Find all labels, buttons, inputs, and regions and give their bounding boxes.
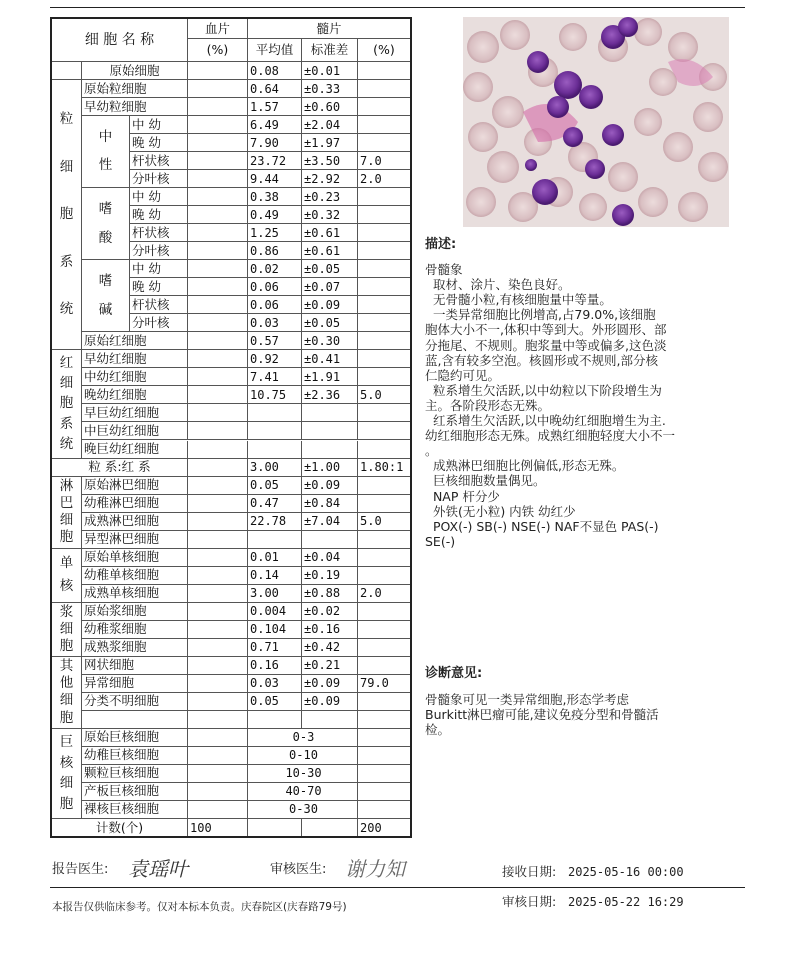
cell-name: 幼稚浆细胞: [82, 621, 188, 639]
mean-value: 0.14: [248, 567, 302, 585]
sd-value: ±0.21: [302, 657, 358, 675]
sd-value: ±1.91: [302, 368, 358, 386]
group-label: 单 核: [52, 549, 82, 603]
group-label: 浆 细 胞: [52, 603, 82, 657]
mean-value: 0.06: [248, 278, 302, 296]
marrow-percent: [358, 404, 410, 422]
cell-name: 原始粒细胞: [82, 80, 188, 98]
sd-value: [302, 441, 358, 459]
header-mean: 平均值: [248, 39, 302, 62]
sd-value: ±1.00: [302, 459, 358, 477]
marrow-percent: [358, 260, 410, 278]
blood-value: [188, 206, 248, 224]
blood-value: [188, 152, 248, 170]
marrow-percent: [358, 62, 410, 80]
cell-name: 成熟淋巴细胞: [82, 513, 188, 531]
mean-value: 23.72: [248, 152, 302, 170]
subgroup-label: 嗜 酸: [82, 188, 130, 260]
mean-value: 0.02: [248, 260, 302, 278]
sd-value: [302, 711, 358, 729]
mean-value: [248, 441, 302, 459]
sd-value: ±0.09: [302, 296, 358, 314]
diagnosis-line: 检。: [425, 722, 451, 738]
marrow-percent: [358, 422, 410, 440]
sd-value: ±2.36: [302, 386, 358, 404]
marrow-percent: [358, 134, 410, 152]
description-line: SE(-): [425, 533, 456, 549]
mean-value: 0.38: [248, 188, 302, 206]
sd-value: ±3.50: [302, 152, 358, 170]
description-line: 无骨髓小粒,有核细胞量中等量。: [425, 292, 612, 308]
reference-range: 10-30: [248, 765, 358, 783]
cell-name: 成熟单核细胞: [82, 585, 188, 603]
mean-value: 0.104: [248, 621, 302, 639]
cell-name: 原始细胞: [82, 62, 188, 80]
sd-value: [302, 404, 358, 422]
mean-value: 0.47: [248, 495, 302, 513]
reviewer-signature: 谢力知: [345, 857, 405, 881]
sd-value: ±0.05: [302, 314, 358, 332]
mean-value: 7.41: [248, 368, 302, 386]
sd-value: ±0.33: [302, 80, 358, 98]
mean-value: 0.64: [248, 80, 302, 98]
sd-value: ±0.02: [302, 603, 358, 621]
blood-value: [188, 296, 248, 314]
blood-value: [188, 80, 248, 98]
blood-value: [188, 495, 248, 513]
diagnosis-line: Burkitt淋巴瘤可能,建议免疫分型和骨髓活: [425, 707, 659, 723]
group-label: [52, 62, 82, 80]
marrow-percent: [358, 296, 410, 314]
marrow-smear-photo: [463, 17, 729, 227]
reviewed-date: 2025-05-22 16:29: [568, 895, 684, 909]
description-line: 胞体大小不一,体积中等到大。外形圆形、部: [425, 322, 667, 338]
cell-name: 晚 幼: [130, 278, 188, 296]
cell-name: 原始巨核细胞: [82, 729, 188, 747]
sd-value: [302, 531, 358, 549]
sd-value: ±2.92: [302, 170, 358, 188]
mean-value: 0.16: [248, 657, 302, 675]
sd-value: ±0.04: [302, 549, 358, 567]
blood-value: [188, 639, 248, 657]
cell-name: 中 幼: [130, 188, 188, 206]
description-line: 巨核细胞数量偶见。: [425, 473, 546, 489]
header-blood-unit: (%): [188, 39, 248, 62]
mean-value: 7.90: [248, 134, 302, 152]
blood-value: [188, 783, 248, 801]
cell-name: 幼稚巨核细胞: [82, 747, 188, 765]
cell-name: 杆状核: [130, 224, 188, 242]
mean-value: 9.44: [248, 170, 302, 188]
marrow-percent: [358, 657, 410, 675]
group-label: 淋 巴 细 胞: [52, 477, 82, 549]
description-line: 粒系增生欠活跃,以中幼粒以下阶段增生为: [425, 382, 662, 398]
mean-value: 0.71: [248, 639, 302, 657]
marrow-percent: [358, 549, 410, 567]
sd-value: ±0.61: [302, 242, 358, 260]
marrow-percent: 2.0: [358, 585, 410, 603]
blood-value: [188, 567, 248, 585]
group-label: 红 细 胞 系 统: [52, 350, 82, 458]
mean-value: 0.86: [248, 242, 302, 260]
sd-value: ±0.09: [302, 477, 358, 495]
marrow-percent: [358, 567, 410, 585]
cell-name: 晚幼红细胞: [82, 386, 188, 404]
blood-value: [188, 693, 248, 711]
blood-value: [188, 350, 248, 368]
description-line: 骨髓象: [425, 262, 463, 277]
cell-name: 中巨幼红细胞: [82, 422, 188, 440]
sd-value: ±1.97: [302, 134, 358, 152]
cell-name: 分叶核: [130, 314, 188, 332]
marrow-percent: [358, 116, 410, 134]
blood-value: [188, 441, 248, 459]
description-line: 分拖尾、不规则。胞浆量中等或偏多,这色淡: [425, 337, 667, 353]
disclaimer: 本报告仅供临床参考。仅对本标本负责。庆春院区(庆春路79号): [52, 901, 347, 913]
marrow-percent: [358, 747, 410, 765]
marrow-percent: [358, 368, 410, 386]
mean-value: [248, 404, 302, 422]
blood-value: [188, 404, 248, 422]
cell-name: 幼稚单核细胞: [82, 567, 188, 585]
mean-value: [248, 711, 302, 729]
cell-name: 成熟浆细胞: [82, 639, 188, 657]
reporter-label: 报告医生:: [52, 862, 109, 877]
description-title: 描述:: [425, 237, 457, 252]
cell-name: 早幼红细胞: [82, 350, 188, 368]
sd-value: ±0.32: [302, 206, 358, 224]
description-line: 蓝,含有较多空泡。核圆形或不规则,部分核: [425, 352, 658, 368]
header-marrow-unit: (%): [358, 39, 410, 62]
mean-value: 1.57: [248, 98, 302, 116]
cell-name: 中 幼: [130, 260, 188, 278]
mean-value: [248, 531, 302, 549]
blood-value: [188, 477, 248, 495]
mean-value: 0.92: [248, 350, 302, 368]
cell-name: 产板巨核细胞: [82, 783, 188, 801]
blood-value: [188, 422, 248, 440]
marrow-percent: [358, 711, 410, 729]
cell-name: 异常细胞: [82, 675, 188, 693]
blood-value: [188, 332, 248, 350]
mean-value: 0.03: [248, 675, 302, 693]
reference-range: 0-30: [248, 801, 358, 819]
marrow-percent: [358, 441, 410, 459]
sd-value: [302, 422, 358, 440]
mean-value: 3.00: [248, 459, 302, 477]
sd-value: ±0.19: [302, 567, 358, 585]
marrow-percent: [358, 332, 410, 350]
sd-value: ±0.23: [302, 188, 358, 206]
blood-value: [188, 386, 248, 404]
marrow-percent: 5.0: [358, 386, 410, 404]
cell-count-table: [50, 17, 412, 838]
cell-name: 早巨幼红细胞: [82, 404, 188, 422]
reviewer-label: 审核医生:: [270, 862, 327, 877]
marrow-percent: 79.0: [358, 675, 410, 693]
subgroup-label: 嗜 碱: [82, 260, 130, 332]
cell-name: 原始红细胞: [82, 332, 188, 350]
description-line: 一类异常细胞比例增高,占79.0%,该细胞: [425, 307, 656, 323]
received-label: 接收日期:: [502, 864, 557, 879]
blood-value: [188, 621, 248, 639]
description-line: 外铁(无小粒) 内铁 幼红少: [425, 503, 576, 519]
header-sd: 标准差: [302, 39, 358, 62]
cell-name: 原始浆细胞: [82, 603, 188, 621]
marrow-percent: [358, 350, 410, 368]
marrow-percent: [358, 314, 410, 332]
marrow-percent: [358, 224, 410, 242]
reporter-signature: 袁瑶叶: [128, 857, 188, 881]
marrow-percent: [358, 729, 410, 747]
blood-value: [188, 459, 248, 477]
group-label: 巨 核 细 胞: [52, 729, 82, 819]
received-date: 2025-05-16 00:00: [568, 865, 684, 879]
marrow-percent: [358, 98, 410, 116]
description-line: 红系增生欠活跃,以中晚幼红细胞增生为主.: [425, 413, 666, 428]
mean-value: 0.06: [248, 296, 302, 314]
cell-name: 晚 幼: [130, 134, 188, 152]
blood-value: [188, 314, 248, 332]
cell-name: 粒 系:红 系: [52, 459, 188, 477]
header-cell-name: 细 胞 名 称: [52, 19, 188, 62]
marrow-percent: [358, 531, 410, 549]
sd-value: ±0.88: [302, 585, 358, 603]
reference-range: 40-70: [248, 783, 358, 801]
reviewed-label: 审核日期:: [502, 894, 557, 909]
sd-value: ±0.07: [302, 278, 358, 296]
marrow-percent: [358, 477, 410, 495]
marrow-percent: [358, 621, 410, 639]
mean-value: 0.08: [248, 62, 302, 80]
cell-name: 网状细胞: [82, 657, 188, 675]
blood-value: [188, 801, 248, 819]
top-rule: [50, 7, 745, 8]
blood-value: [188, 531, 248, 549]
sd-value: ±0.42: [302, 639, 358, 657]
sd-value: ±0.01: [302, 62, 358, 80]
description-line: 仁隐约可见。: [425, 367, 501, 383]
group-label: 粒 细 胞 系 统: [52, 80, 82, 350]
sd-value: ±0.30: [302, 332, 358, 350]
cell-name: 分类不明细胞: [82, 693, 188, 711]
description-line: 取材、涂片、染色良好。: [425, 277, 571, 293]
sd-value: ±0.09: [302, 693, 358, 711]
mean-value: 0.49: [248, 206, 302, 224]
mean-value: 22.78: [248, 513, 302, 531]
count-empty: [248, 819, 302, 836]
description-line: 成熟淋巴细胞比例偏低,形态无殊。: [425, 458, 625, 474]
blood-value: [188, 657, 248, 675]
diagnosis-title: 诊断意见:: [425, 666, 483, 681]
mean-value: 0.03: [248, 314, 302, 332]
cell-name: 颗粒巨核细胞: [82, 765, 188, 783]
sd-value: ±0.41: [302, 350, 358, 368]
blood-value: [188, 747, 248, 765]
count-label: 计数(个): [52, 819, 188, 836]
description-line: 主。各阶段形态无殊。: [425, 397, 551, 413]
blood-value: [188, 585, 248, 603]
marrow-percent: [358, 206, 410, 224]
cell-name: 异型淋巴细胞: [82, 531, 188, 549]
cell-name: 原始淋巴细胞: [82, 477, 188, 495]
blood-value: [188, 224, 248, 242]
marrow-percent: [358, 765, 410, 783]
mean-value: 0.004: [248, 603, 302, 621]
marrow-percent: [358, 242, 410, 260]
blood-value: [188, 729, 248, 747]
sd-value: ±0.09: [302, 675, 358, 693]
marrow-percent: 7.0: [358, 152, 410, 170]
marrow-percent: [358, 80, 410, 98]
cell-name: 中 幼: [130, 116, 188, 134]
description-line: 幼红细胞形态无殊。成熟红细胞轻度大小不一: [425, 428, 676, 444]
blood-value: [188, 98, 248, 116]
description-line: 。: [425, 443, 438, 459]
marrow-percent: 5.0: [358, 513, 410, 531]
marrow-percent: [358, 639, 410, 657]
marrow-percent: [358, 603, 410, 621]
cell-name: 杆状核: [130, 296, 188, 314]
cell-name: 中幼红细胞: [82, 368, 188, 386]
count-marrow: 200: [360, 820, 382, 835]
cell-name: [82, 711, 188, 729]
cell-name: 分叶核: [130, 242, 188, 260]
blood-value: [188, 513, 248, 531]
marrow-percent: [358, 801, 410, 819]
mean-value: 1.25: [248, 224, 302, 242]
diagnosis-line: 骨髓象可见一类异常细胞,形态学考虑: [425, 692, 629, 707]
marrow-percent: [358, 278, 410, 296]
cell-name: 幼稚淋巴细胞: [82, 495, 188, 513]
mean-value: [248, 422, 302, 440]
footer-rule: [50, 887, 745, 888]
description-line: POX(-) SB(-) NSE(-) NAF不显色 PAS(-): [425, 518, 659, 534]
marrow-percent: 2.0: [358, 170, 410, 188]
marrow-percent: [358, 495, 410, 513]
blood-value: [188, 188, 248, 206]
marrow-smear-image: [463, 17, 729, 227]
description-line: NAP 杆分少: [425, 488, 500, 504]
mean-value: 6.49: [248, 116, 302, 134]
mean-value: 0.01: [248, 549, 302, 567]
count-empty: [302, 819, 358, 836]
cell-name: 早幼粒细胞: [82, 98, 188, 116]
blood-value: [188, 711, 248, 729]
sd-value: ±0.16: [302, 621, 358, 639]
blood-value: [188, 765, 248, 783]
marrow-percent: 1.80:1: [358, 459, 410, 477]
header-marrow: 髓片: [248, 19, 410, 39]
mean-value: 0.05: [248, 693, 302, 711]
blood-value: [188, 368, 248, 386]
mean-value: 3.00: [248, 585, 302, 603]
blood-value: [188, 278, 248, 296]
blood-value: [188, 603, 248, 621]
blood-value: [188, 242, 248, 260]
blood-value: [188, 62, 248, 80]
marrow-percent: [358, 188, 410, 206]
cell-name: 裸核巨核细胞: [82, 801, 188, 819]
sd-value: ±0.60: [302, 98, 358, 116]
marrow-percent: [358, 693, 410, 711]
blood-value: [188, 116, 248, 134]
sd-value: ±0.61: [302, 224, 358, 242]
header-blood: 血片: [188, 19, 248, 39]
count-blood: 100: [188, 819, 248, 836]
mean-value: 0.05: [248, 477, 302, 495]
subgroup-label: 中 性: [82, 116, 130, 188]
cell-name: 分叶核: [130, 170, 188, 188]
sd-value: ±0.84: [302, 495, 358, 513]
sd-value: ±2.04: [302, 116, 358, 134]
marrow-percent: [358, 783, 410, 801]
blood-value: [188, 549, 248, 567]
cell-name: 晚 幼: [130, 206, 188, 224]
sd-value: ±7.04: [302, 513, 358, 531]
cell-name: 杆状核: [130, 152, 188, 170]
mean-value: 10.75: [248, 386, 302, 404]
cell-name: 原始单核细胞: [82, 549, 188, 567]
reference-range: 0-10: [248, 747, 358, 765]
blood-value: [188, 170, 248, 188]
cell-name: 晚巨幼红细胞: [82, 441, 188, 459]
blood-value: [188, 260, 248, 278]
mean-value: 0.57: [248, 332, 302, 350]
blood-value: [188, 675, 248, 693]
reference-range: 0-3: [248, 729, 358, 747]
group-label: 其 他 细 胞: [52, 657, 82, 729]
blood-value: [188, 134, 248, 152]
sd-value: ±0.05: [302, 260, 358, 278]
